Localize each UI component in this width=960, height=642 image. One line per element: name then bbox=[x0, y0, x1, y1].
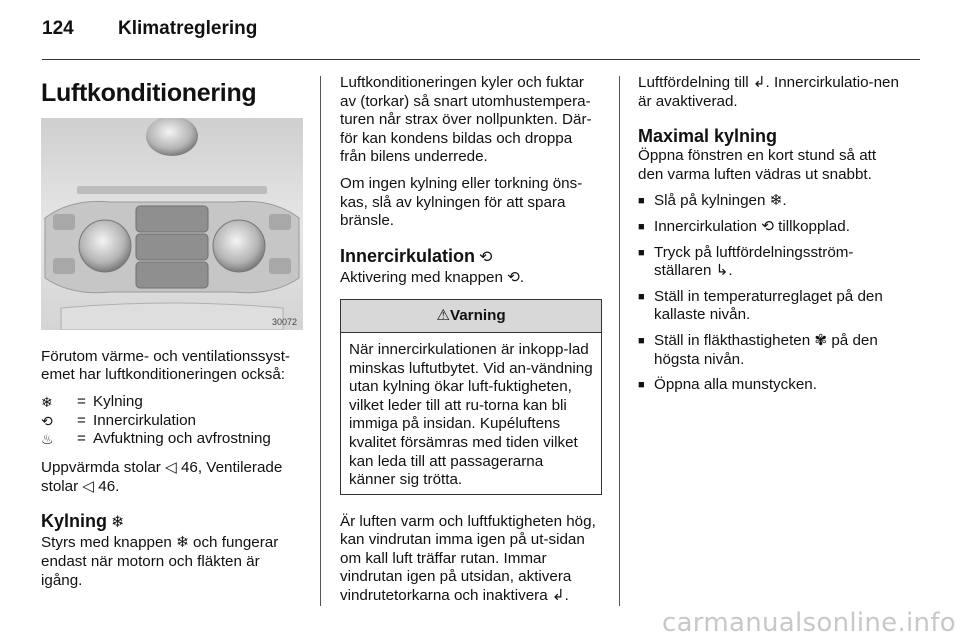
feature-label: Avfuktning och avfrostning bbox=[93, 430, 271, 448]
column-divider-1 bbox=[320, 76, 321, 606]
recirculation-icon: ⟲ bbox=[41, 412, 53, 429]
section-title: Luftkonditionering bbox=[41, 79, 257, 107]
feature-label: Kylning bbox=[93, 392, 143, 410]
column-1 bbox=[41, 74, 303, 598]
feature-label: Innercirkulation bbox=[93, 411, 196, 429]
defrost-icon: ♨ bbox=[41, 431, 54, 448]
intro-text: Förutom värme- och ventilationssyst-emet har luftkonditioneringen också: bbox=[41, 347, 290, 384]
snowflake-icon: ❄ bbox=[111, 514, 125, 532]
recirculation-icon: ⟲ bbox=[479, 248, 493, 266]
max-cooling-heading: Maximal kylning bbox=[638, 126, 778, 147]
feature-row-recirculation bbox=[41, 412, 303, 431]
feature-table bbox=[41, 393, 303, 449]
cooling-heading: Kylning ❄ bbox=[41, 511, 125, 532]
page-number: 124 bbox=[42, 18, 74, 39]
chapter-title: Klimatreglering bbox=[118, 18, 258, 39]
feature-row-defrost bbox=[41, 430, 303, 449]
column-2 bbox=[340, 74, 602, 614]
warning-title: ⚠Varning bbox=[341, 300, 601, 333]
header-rule bbox=[42, 59, 920, 60]
recirculation-heading: Innercirkulation ⟲ bbox=[340, 245, 493, 266]
recirculation-text: Aktivering med knappen ⟲. bbox=[340, 268, 525, 286]
list-item: ■ Innercirkulation ⟲ tillkopplad. bbox=[638, 218, 900, 237]
list-item: ■ Tryck på luftfördelningsström-ställaren ↳. bbox=[638, 244, 900, 281]
feature-row-cooling bbox=[41, 393, 303, 412]
column-3 bbox=[638, 74, 900, 402]
warning-box bbox=[340, 299, 602, 494]
cross-reference-text: Uppvärmda stolar ◁ 46, Ventilerade stolar ◁ 46. bbox=[41, 459, 283, 495]
warning-text: När innercirkulationen är inkopp-lad minskas luftutbytet. Vid an-vändning utan kylning ökar luft-fuktigheten, vilket leder till att ru-torna kan bli immiga på insidan. Kupéluftens kvalitet försämras med tiden vilket kan leda till att passagerarna känner sig trötta. bbox=[349, 340, 593, 489]
paragraph-fuel-saving: Om ingen kylning eller torkning öns-kas, slå av kylningen för att spara bränsle. bbox=[340, 174, 583, 230]
cooling-text: Styrs med knappen ❄ och fungerar endast när motorn och fläkten är igång. bbox=[41, 534, 279, 589]
list-item: ■ Slå på kylningen ❄. bbox=[638, 192, 900, 211]
list-item: ■ Ställ in temperaturreglaget på den kallaste nivån. bbox=[638, 288, 900, 325]
equals-sign: = bbox=[77, 430, 86, 448]
snowflake-icon: ❄ bbox=[41, 393, 53, 410]
paragraph-windshield: Är luften varm och luftfuktigheten hög, kan vindrutan imma igen på ut-sidan om kall luft träffar rutan. Immar vindrutan igen på utsidan, aktivera vindrutetorkarna och inaktivera ↲. bbox=[340, 512, 596, 605]
image-code: 30072 bbox=[271, 317, 297, 327]
paragraph-air-distribution: Luftfördelning till ↲. Innercirkulatio-nen är avaktiverad. bbox=[638, 74, 899, 110]
climate-panel-illustration bbox=[41, 118, 303, 330]
column-divider-2 bbox=[619, 76, 620, 606]
max-cooling-steps bbox=[638, 192, 900, 394]
paragraph-dehumidify: Luftkonditioneringen kyler och fuktar av (torkar) så snart utomhustempera-turen når strax över nollpunkten. Där-för kan kondens bildas och droppa från bilens underrede. bbox=[340, 74, 592, 166]
equals-sign: = bbox=[77, 392, 86, 410]
list-item: ■ Öppna alla munstycken. bbox=[638, 376, 900, 395]
watermark: carmanualsonline.info bbox=[661, 608, 956, 638]
equals-sign: = bbox=[77, 411, 86, 429]
list-item: ■ Ställ in fläkthastigheten ✾ på den högsta nivån. bbox=[638, 332, 900, 369]
max-cooling-intro: Öppna fönstren en kort stund så att den varma luften vädras ut snabbt. bbox=[638, 147, 877, 183]
